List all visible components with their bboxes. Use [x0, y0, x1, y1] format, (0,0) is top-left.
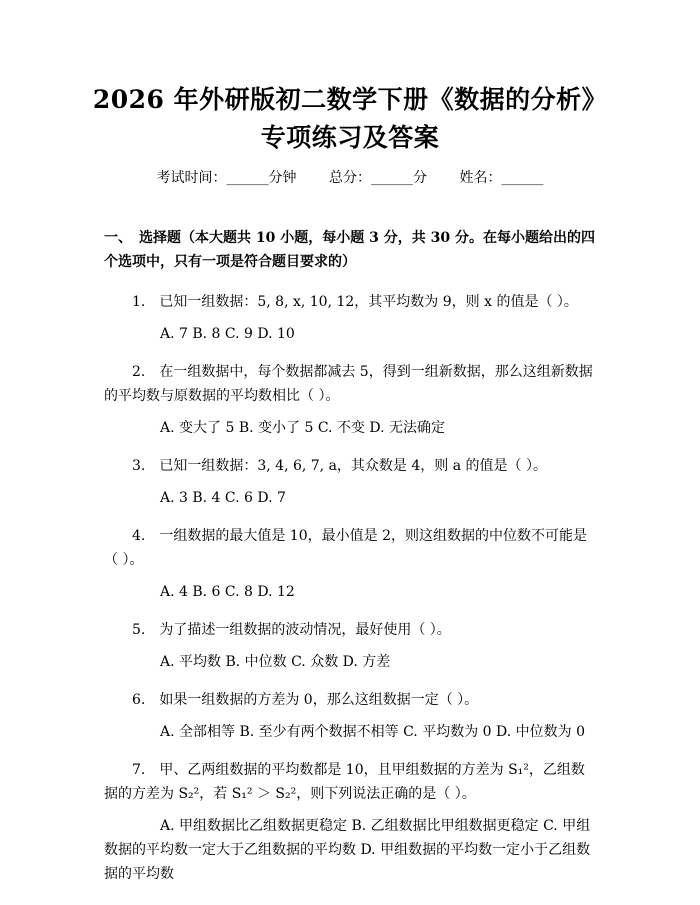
document-title-line2: 专项练习及答案	[260, 123, 440, 152]
question-7-options: A. 甲组数据比乙组数据更稳定 B. 乙组数据比甲组数据更稳定 C. 甲组数据的平均数一定大于乙组数据的平均数 D. 甲组数据的平均数一定小于乙组数据的平均数	[104, 818, 591, 882]
document-content	[104, 226, 596, 900]
question-6: 6. 如果一组数据的方差为 0，那么这组数据一定（ ）。	[132, 692, 479, 708]
question-5-options: A. 平均数 B. 中位数 C. 众数 D. 方差	[160, 654, 391, 670]
question-2: 2. 在一组数据中，每个数据都减去 5，得到一组新数据，那么这组新数据的平均数与原数据的平均数相比（ ）。	[104, 364, 593, 404]
question-6-options: A. 全部相等 B. 至少有两个数据不相等 C. 平均数为 0 D. 中位数为 0	[160, 724, 586, 740]
question-3: 3. 已知一组数据：3, 4, 6, 7, a，其众数是 4，则 a 的值是（ ）。	[132, 458, 547, 474]
total-score-field: 总分：______分	[329, 170, 427, 186]
question-4-options: A. 4 B. 6 C. 8 D. 12	[160, 584, 295, 600]
question-2-options: A. 变大了 5 B. 变小了 5 C. 不变 D. 无法确定	[160, 420, 446, 436]
question-4: 4. 一组数据的最大值是 10，最小值是 2，则这组数据的中位数不可能是（ ）。	[104, 528, 587, 568]
question-1: 1. 已知一组数据：5, 8, x, 10, 12，其平均数为 9，则 x 的值是（ ）。	[132, 294, 578, 310]
question-1-options: A. 7 B. 8 C. 9 D. 10	[160, 326, 295, 342]
document-title-line1: 2026 年外研版初二数学下册《数据的分析》	[92, 85, 608, 114]
exam-time-field: 考试时间：______分钟	[156, 170, 297, 186]
section-heading: 一、 选择题（本大题共 10 小题，每小题 3 分，共 30 分。在每小题给出的四个选项中，只有一项是符合题目要求的）	[104, 230, 595, 270]
question-7: 7. 甲、乙两组数据的平均数都是 10，且甲组数据的方差为 S₁²，乙组数据的方差为 S₂²，若 S₁² ＞ S₂²，则下列说法正确的是（ ）。	[104, 762, 585, 802]
question-3-options: A. 3 B. 4 C. 6 D. 7	[160, 490, 286, 506]
question-5: 5. 为了描述一组数据的波动情况，最好使用（ ）。	[132, 622, 451, 638]
exam-meta	[0, 168, 700, 188]
student-name-field: 姓名：______	[459, 170, 544, 186]
